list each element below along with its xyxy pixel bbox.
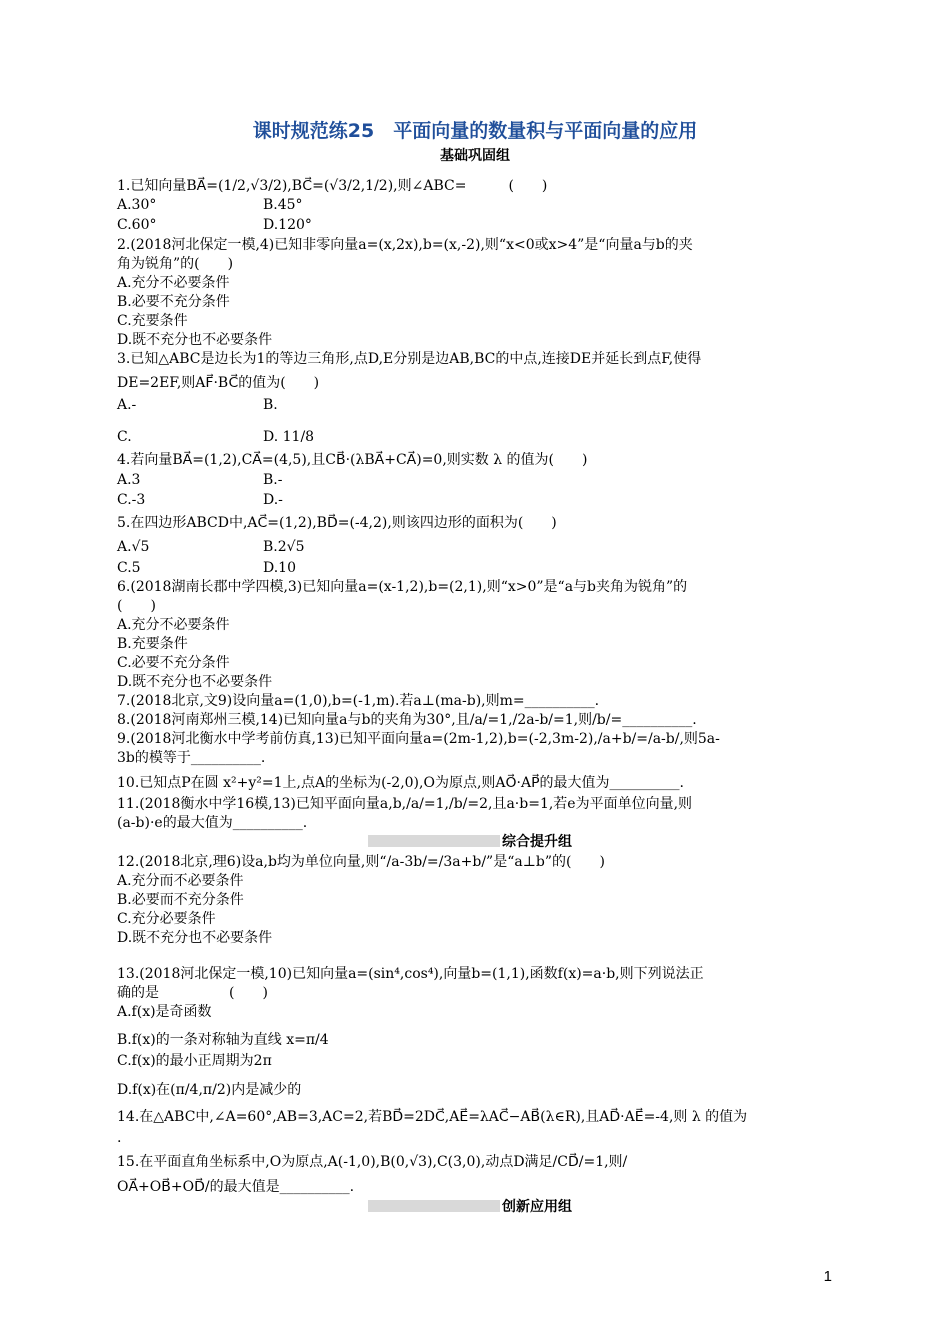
option-4c: C.-3 bbox=[117, 492, 146, 508]
question-2-line2: 角为锐角”的( ) bbox=[117, 256, 234, 272]
question-14-line2: . bbox=[117, 1130, 122, 1146]
question-9-line1: 9.(2018河北衡水中学考前仿真,13)已知平面向量a=(2m-1,2),b=(-2,3m-2),/a+b/=/a-b/,则5a- bbox=[117, 731, 720, 747]
option-4a: A.3 bbox=[117, 472, 141, 488]
section-bar bbox=[368, 835, 500, 847]
option-6d: D.既不充分也不必要条件 bbox=[117, 674, 273, 690]
page-title: 课时规范练25 平面向量的数量积与平面向量的应用 bbox=[252, 120, 698, 142]
option-2b: B.必要不充分条件 bbox=[117, 294, 230, 310]
option-6c: C.必要不充分条件 bbox=[117, 655, 230, 671]
option-13d: D.f(x)在(π/4,π/2)内是减少的 bbox=[117, 1082, 302, 1098]
option-3c: C. bbox=[117, 429, 132, 445]
option-5d: D.10 bbox=[263, 560, 296, 576]
option-12b: B.必要而不充分条件 bbox=[117, 892, 244, 908]
option-12a: A.充分而不必要条件 bbox=[117, 873, 244, 889]
question-6-line1: 6.(2018湖南长郡中学四模,3)已知向量a=(x-1,2),b=(2,1),则“x>0”是“a与b夹角为锐角”的 bbox=[117, 579, 688, 595]
option-5c: C.5 bbox=[117, 560, 141, 576]
section-heading-basic: 基础巩固组 bbox=[440, 148, 510, 164]
option-4d: D.- bbox=[263, 492, 283, 508]
option-13c: C.f(x)的最小正周期为2π bbox=[117, 1053, 272, 1069]
question-5: 5.在四边形ABCD中,AC⃗=(1,2),BD⃗=(-4,2),则该四边形的面积为( ) bbox=[117, 515, 557, 531]
question-3-line1: 3.已知△ABC是边长为1的等边三角形,点D,E分别是边AB,BC的中点,连接DE并延长到点F,使得 bbox=[117, 351, 702, 367]
option-1b: B.45° bbox=[263, 197, 303, 213]
page-number: 1 bbox=[823, 1268, 832, 1285]
option-5a: A.√5 bbox=[117, 539, 150, 555]
question-7: 7.(2018北京,文9)设向量a=(1,0),b=(-1,m).若a⊥(ma-b),则m=__________. bbox=[117, 693, 600, 709]
option-3d: D. 11/8 bbox=[263, 429, 315, 445]
question-11-line1: 11.(2018衡水中学16模,13)已知平面向量a,b,/a/=1,/b/=2,且a·b=1,若e为平面单位向量,则 bbox=[117, 796, 693, 812]
option-2a: A.充分不必要条件 bbox=[117, 275, 230, 291]
question-3-line2: DE=2EF,则AF⃗·BC⃗的值为( ) bbox=[117, 375, 320, 391]
question-15-line1: 15.在平面直角坐标系中,O为原点,A(-1,0),B(0,√3),C(3,0),动点D满足/CD⃗/=1,则/ bbox=[117, 1154, 628, 1170]
option-13b: B.f(x)的一条对称轴为直线 x=π/4 bbox=[117, 1032, 329, 1048]
option-5b: B.2√5 bbox=[263, 539, 305, 555]
option-2c: C.充要条件 bbox=[117, 313, 188, 329]
question-1: 1.已知向量BA⃗=(1/2,√3/2),BC⃗=(√3/2,1/2),则∠ABC= ( ) bbox=[117, 178, 548, 194]
option-3a: A.- bbox=[117, 397, 137, 413]
option-1d: D.120° bbox=[263, 217, 312, 233]
question-14-line1: 14.在△ABC中,∠A=60°,AB=3,AC=2,若BD⃗=2DC⃗,AE⃗=λAC⃗−AB⃗(λ∈R),且AD⃗·AE⃗=-4,则 λ 的值为 bbox=[117, 1109, 748, 1125]
section-bar bbox=[368, 1200, 500, 1212]
option-12c: C.充分必要条件 bbox=[117, 911, 216, 927]
option-3b: B. bbox=[263, 397, 278, 413]
question-9-line2: 3b的模等于__________. bbox=[117, 750, 266, 766]
option-6a: A.充分不必要条件 bbox=[117, 617, 230, 633]
option-1c: C.60° bbox=[117, 217, 157, 233]
question-10: 10.已知点P在圆 x²+y²=1上,点A的坐标为(-2,0),O为原点,则AO⃗·AP⃗的最大值为__________. bbox=[117, 775, 684, 791]
question-6-line2: ( ) bbox=[117, 598, 156, 614]
option-2d: D.既不充分也不必要条件 bbox=[117, 332, 273, 348]
question-11-line2: (a-b)·e的最大值为__________. bbox=[117, 815, 308, 831]
question-2-line1: 2.(2018河北保定一模,4)已知非零向量a=(x,2x),b=(x,-2),则“x<0或x>4”是“向量a与b的夹 bbox=[117, 237, 693, 253]
question-8: 8.(2018河南郑州三模,14)已知向量a与b的夹角为30°,且/a/=1,/2a-b/=1,则/b/=__________. bbox=[117, 712, 697, 728]
option-12d: D.既不充分也不必要条件 bbox=[117, 930, 273, 946]
question-4: 4.若向量BA⃗=(1,2),CA⃗=(4,5),且CB⃗·(λBA⃗+CA⃗)=0,则实数 λ 的值为( ) bbox=[117, 452, 588, 468]
option-4b: B.- bbox=[263, 472, 283, 488]
section-heading-comprehensive: 综合提升组 bbox=[502, 834, 572, 850]
option-13a: A.f(x)是奇函数 bbox=[117, 1004, 212, 1020]
question-13-line1: 13.(2018河北保定一模,10)已知向量a=(sin⁴,cos⁴),向量b=(1,1),函数f(x)=a·b,则下列说法正 bbox=[117, 966, 704, 982]
question-13-line2: 确的是 ( ) bbox=[117, 985, 268, 1001]
option-1a: A.30° bbox=[117, 197, 157, 213]
question-12: 12.(2018北京,理6)设a,b均为单位向量,则“/a-3b/=/3a+b/”是“a⊥b”的( ) bbox=[117, 854, 605, 870]
section-heading-innovation: 创新应用组 bbox=[502, 1199, 572, 1215]
question-15-line2: OA⃗+OB⃗+OD⃗/的最大值是__________. bbox=[117, 1179, 355, 1195]
option-6b: B.充要条件 bbox=[117, 636, 188, 652]
